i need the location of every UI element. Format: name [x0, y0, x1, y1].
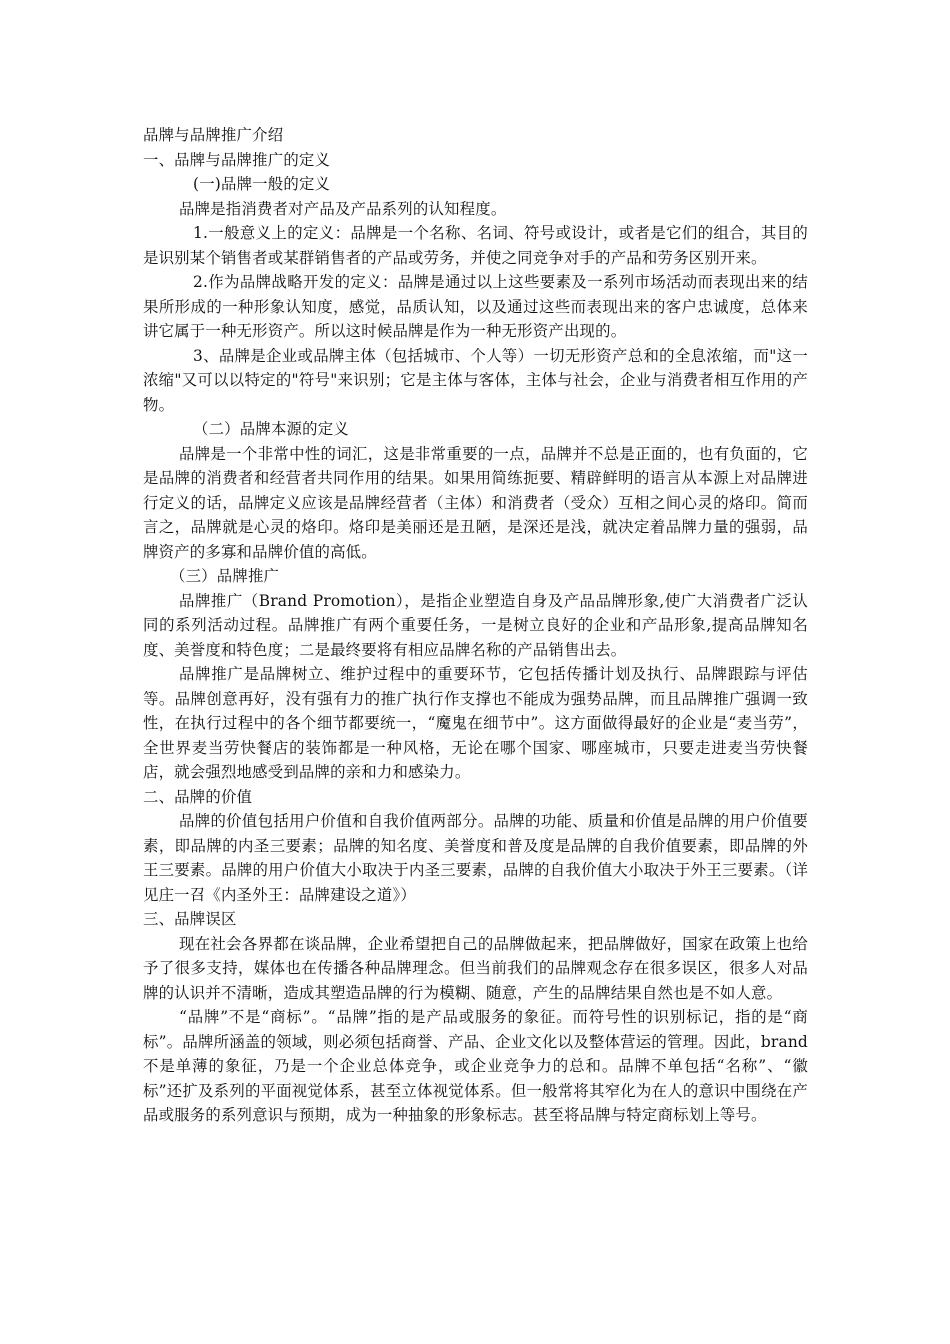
subsection-1-item-3: 3、品牌是企业或品牌主体（包括城市、个人等）一切无形资产总和的全息浓缩，而"这一浓缩"又可以以特定的"符号"来识别；它是主体与客体，主体与社会，企业与消费者相互作用的产物。 — [143, 346, 808, 414]
subsection-2-heading: （二）品牌本源的定义 — [193, 420, 349, 438]
document-title: 品牌与品牌推广介绍 — [143, 126, 284, 144]
subsection-1-intro: 品牌是指消费者对产品及产品系列的认知程度。 — [179, 199, 507, 218]
subsection-3-paragraph-2: 品牌推广是品牌树立、维护过程中的重要环节，它包括传播计划及执行、品牌跟踪与评估等。品牌创意再好，没有强有力的推广执行作支撑也不能成为强势品牌，而且品牌推广强调一致性，在执行过程中的各个细节都要统一，“魔鬼在细节中”。这方面做得最好的企业是“麦当劳”，全世界麦当劳快餐店的装饰都是一种风格，无论在哪个国家、哪座城市，只要走进麦当劳快餐店，就会强烈地感受到品牌的亲和力和感染力。 — [143, 665, 808, 781]
section-2-paragraph: 品牌的价值包括用户价值和自我价值两部分。品牌的功能、质量和价值是品牌的用户价值要素，即品牌的内圣三要素；品牌的知名度、美誉度和普及度是品牌的自我价值要素，即品牌的外王三要素。品牌的用户价值大小取决于内圣三要素，品牌的自我价值大小取决于外王三要素。（详见庄一召《内圣外王：品牌建设之道》） — [143, 812, 808, 904]
section-3-paragraph-2: “品牌”不是“商标”。“品牌”指的是产品或服务的象征。而符号性的识别标记，指的是“商标”。品牌所涵盖的领域，则必须包括商誉、产品、企业文化以及整体营运的管理。因此，brand 不是单薄的象征，乃是一个企业总体竞争，或企业竞争力的总和。品牌不单包括“名称”、“徽标”还扩及系列的平面视觉体系，甚至立体视觉体系。但一般常将其窄化为在人的意识中围绕在产品或服务的系列意识与预期，成为一种抽象的形象标志。甚至将品牌与特定商标划上等号。 — [143, 1008, 808, 1124]
subsection-2-paragraph: 品牌是一个非常中性的词汇，这是非常重要的一点，品牌并不总是正面的，也有负面的，它是品牌的消费者和经营者共同作用的结果。如果用简练扼要、精辟鲜明的语言从本源上对品牌进行定义的话，品牌定义应该是品牌经营者（主体）和消费者（受众）互相之间心灵的烙印。简而言之，品牌就是心灵的烙印。烙印是美丽还是丑陋，是深还是浅，就决定着品牌力量的强弱，品牌资产的多寡和品牌价值的高低。 — [143, 444, 808, 561]
subsection-1-item-2: 2.作为品牌战略开发的定义：品牌是通过以上这些要素及一系列市场活动而表现出来的结果所形成的一种形象认知度，感觉，品质认知，以及通过这些而表现出来的客户忠诚度，总体来讲它属于一种无形资产。所以这时候品牌是作为一种无形资产出现的。 — [143, 273, 808, 340]
section-3-heading: 三、品牌误区 — [143, 910, 237, 928]
subsection-1-heading: (一)品牌一般的定义 — [193, 175, 331, 193]
section-3-paragraph-1: 现在社会各界都在谈品牌，企业希望把自己的品牌做起来，把品牌做好，国家在政策上也给予了很多支持，媒体也在传播各种品牌理念。但当前我们的品牌观念存在很多误区，很多人对品牌的认识并不清晰，造成其塑造品牌的行为模糊、随意，产生的品牌结果自然也是不如人意。 — [143, 934, 808, 1002]
subsection-1-item-1: 1.一般意义上的定义：品牌是一个名称、名词、符号或设计，或者是它们的组合，其目的是识别某个销售者或某群销售者的产品或劳务，并使之同竞争对手的产品和劳务区别开来。 — [143, 224, 808, 267]
subsection-3-heading: （三）品牌推广 — [170, 567, 280, 585]
section-2-heading: 二、品牌的价值 — [143, 787, 253, 806]
document-body — [143, 123, 808, 1128]
subsection-3-paragraph-1: 品牌推广（Brand Promotion），是指企业塑造自身及产品品牌形象,使广大消费者广泛认同的系列活动过程。品牌推广有两个重要任务，一是树立良好的企业和产品形象,提高品牌知名度、美誉度和特色度；二是最终要将有相应品牌名称的产品销售出去。 — [143, 591, 808, 659]
section-1-heading: 一、品牌与品牌推广的定义 — [143, 150, 331, 169]
